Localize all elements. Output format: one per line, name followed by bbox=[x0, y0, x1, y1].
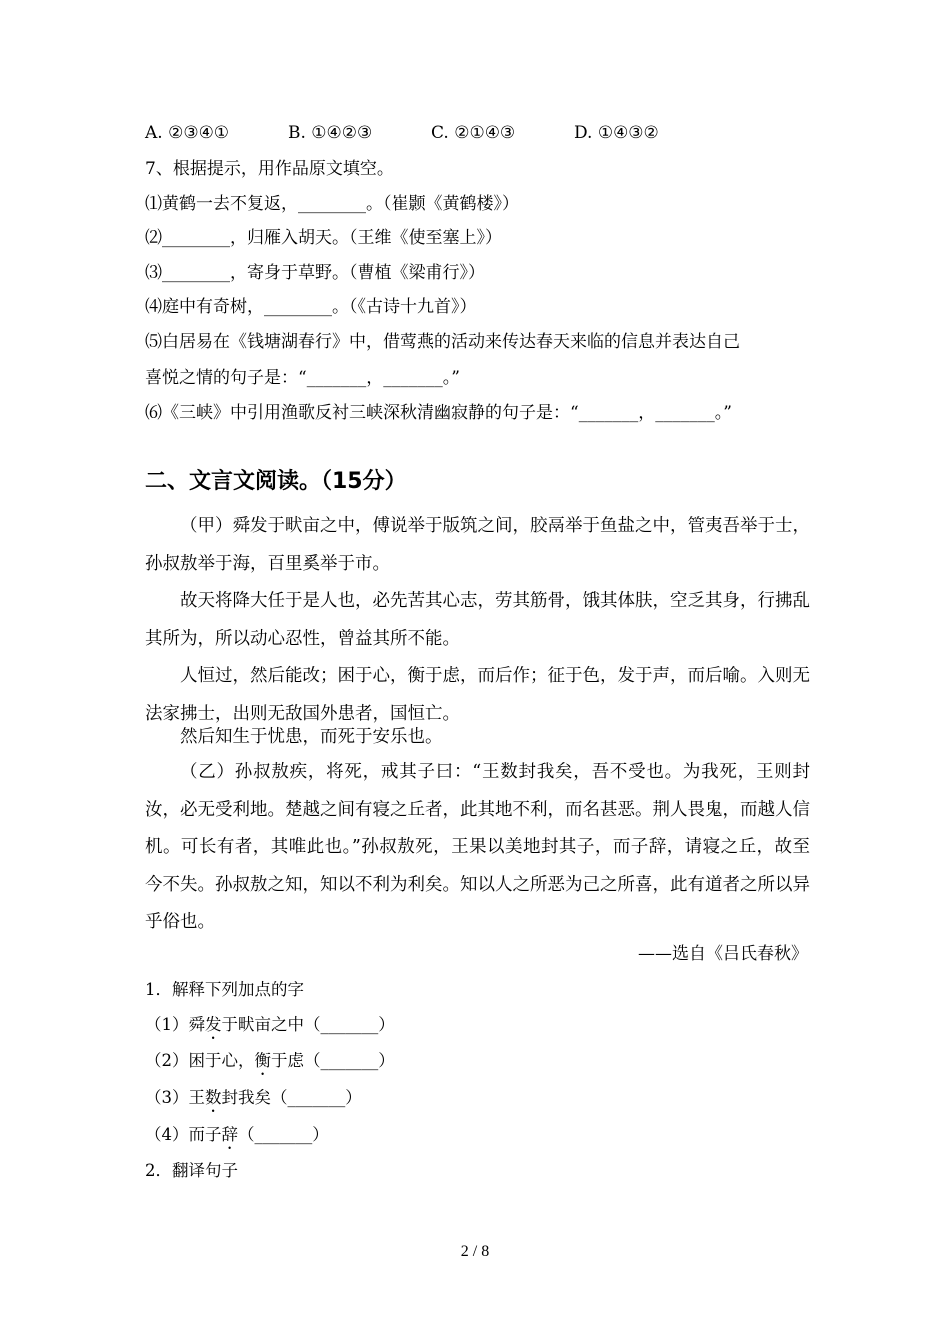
q7-item-6: ⑹《三峡》中引用渔歌反衬三峡深秋清幽寂静的句子是：“_______，_______。” bbox=[145, 403, 732, 423]
q1-item-1: （1）舜发于畎亩之中（_______） bbox=[145, 1015, 395, 1034]
passage-paragraph-4: 然后知生于忧患，而死于安乐也。 bbox=[180, 727, 443, 747]
q7-item-1: ⑴黄鹤一去不复返，________。（崔颢《黄鹤楼》） bbox=[145, 194, 519, 214]
q7-item-4: ⑷庭中有奇树，________。（《古诗十九首》） bbox=[145, 297, 477, 317]
section-heading: 二、文言文阅读。（15分） bbox=[145, 469, 407, 494]
question-2-title: 2．翻译句子 bbox=[145, 1161, 238, 1180]
passage-source: ——选自《吕氏春秋》 bbox=[638, 944, 808, 964]
q7-item-2: ⑵________，归雁入胡天。（王维《使至塞上》） bbox=[145, 228, 502, 248]
q1-item-2: （2）困于心，衡于虑（_______） bbox=[145, 1051, 395, 1070]
question-7-title: 7、根据提示，用作品原文填空。 bbox=[145, 159, 394, 179]
passage-paragraph-2: 故天将降大任于是人也，必先苦其心志，劳其筋骨，饿其体肤，空乏其身，行拂乱其所为，所以动心忍性，曾益其所不能。 bbox=[145, 591, 810, 649]
dotted-char: 数 bbox=[205, 1088, 222, 1107]
option-d: D. ①④③② bbox=[574, 123, 659, 143]
dotted-char: 衡 bbox=[254, 1051, 271, 1070]
question-1-title: 1．解释下列加点的字 bbox=[145, 980, 304, 999]
passage-paragraph-3: 人恒过，然后能改；困于心，衡于虑，而后作；征于色，发于声，而后喻。入则无法家拂士，出则无敌国外患者，国恒亡。 bbox=[145, 666, 810, 724]
passage-paragraph-1: （甲）舜发于畎亩之中，傅说举于版筑之间，胶鬲举于鱼盐之中，管夷吾举于士，孙叔敖举于海，百里奚举于市。 bbox=[145, 516, 810, 574]
q7-item-5-line2: 喜悦之情的句子是：“_______，_______。” bbox=[145, 368, 460, 388]
dotted-char: 发 bbox=[205, 1015, 222, 1034]
dotted-char: 辞 bbox=[221, 1125, 238, 1144]
answer-options bbox=[145, 121, 717, 145]
page-number: 2 / 8 bbox=[460, 1243, 490, 1260]
option-b: B. ①④②③ bbox=[288, 123, 373, 143]
option-a: A. ②③④① bbox=[145, 123, 230, 143]
option-c: C. ②①④③ bbox=[431, 123, 516, 143]
q7-item-5-line1: ⑸白居易在《钱塘湖春行》中，借莺燕的活动来传达春天来临的信息并表达自己 bbox=[145, 332, 740, 352]
q7-item-3: ⑶________，寄身于草野。（曹植《梁甫行》） bbox=[145, 263, 485, 283]
passage-paragraph-5: （乙）孙叔敖疾，将死，戒其子曰：“王数封我矣，吾不受也。为我死，王则封汝，必无受利地。楚越之间有寝之丘者，此其地不利，而名甚恶。荆人畏鬼，而越人信机。可长有者，其唯此也。”孙叔敖死，王果以美地封其子，而子辞，请寝之丘，故至今不失。孙叔敖之知，知以不利为利矣。知以人之所恶为己之所喜，此有道者之所以异乎俗也。 bbox=[145, 762, 810, 932]
q1-item-3: （3）王数封我矣（_______） bbox=[145, 1088, 362, 1107]
q1-item-4: （4）而子辞（_______） bbox=[145, 1125, 329, 1144]
